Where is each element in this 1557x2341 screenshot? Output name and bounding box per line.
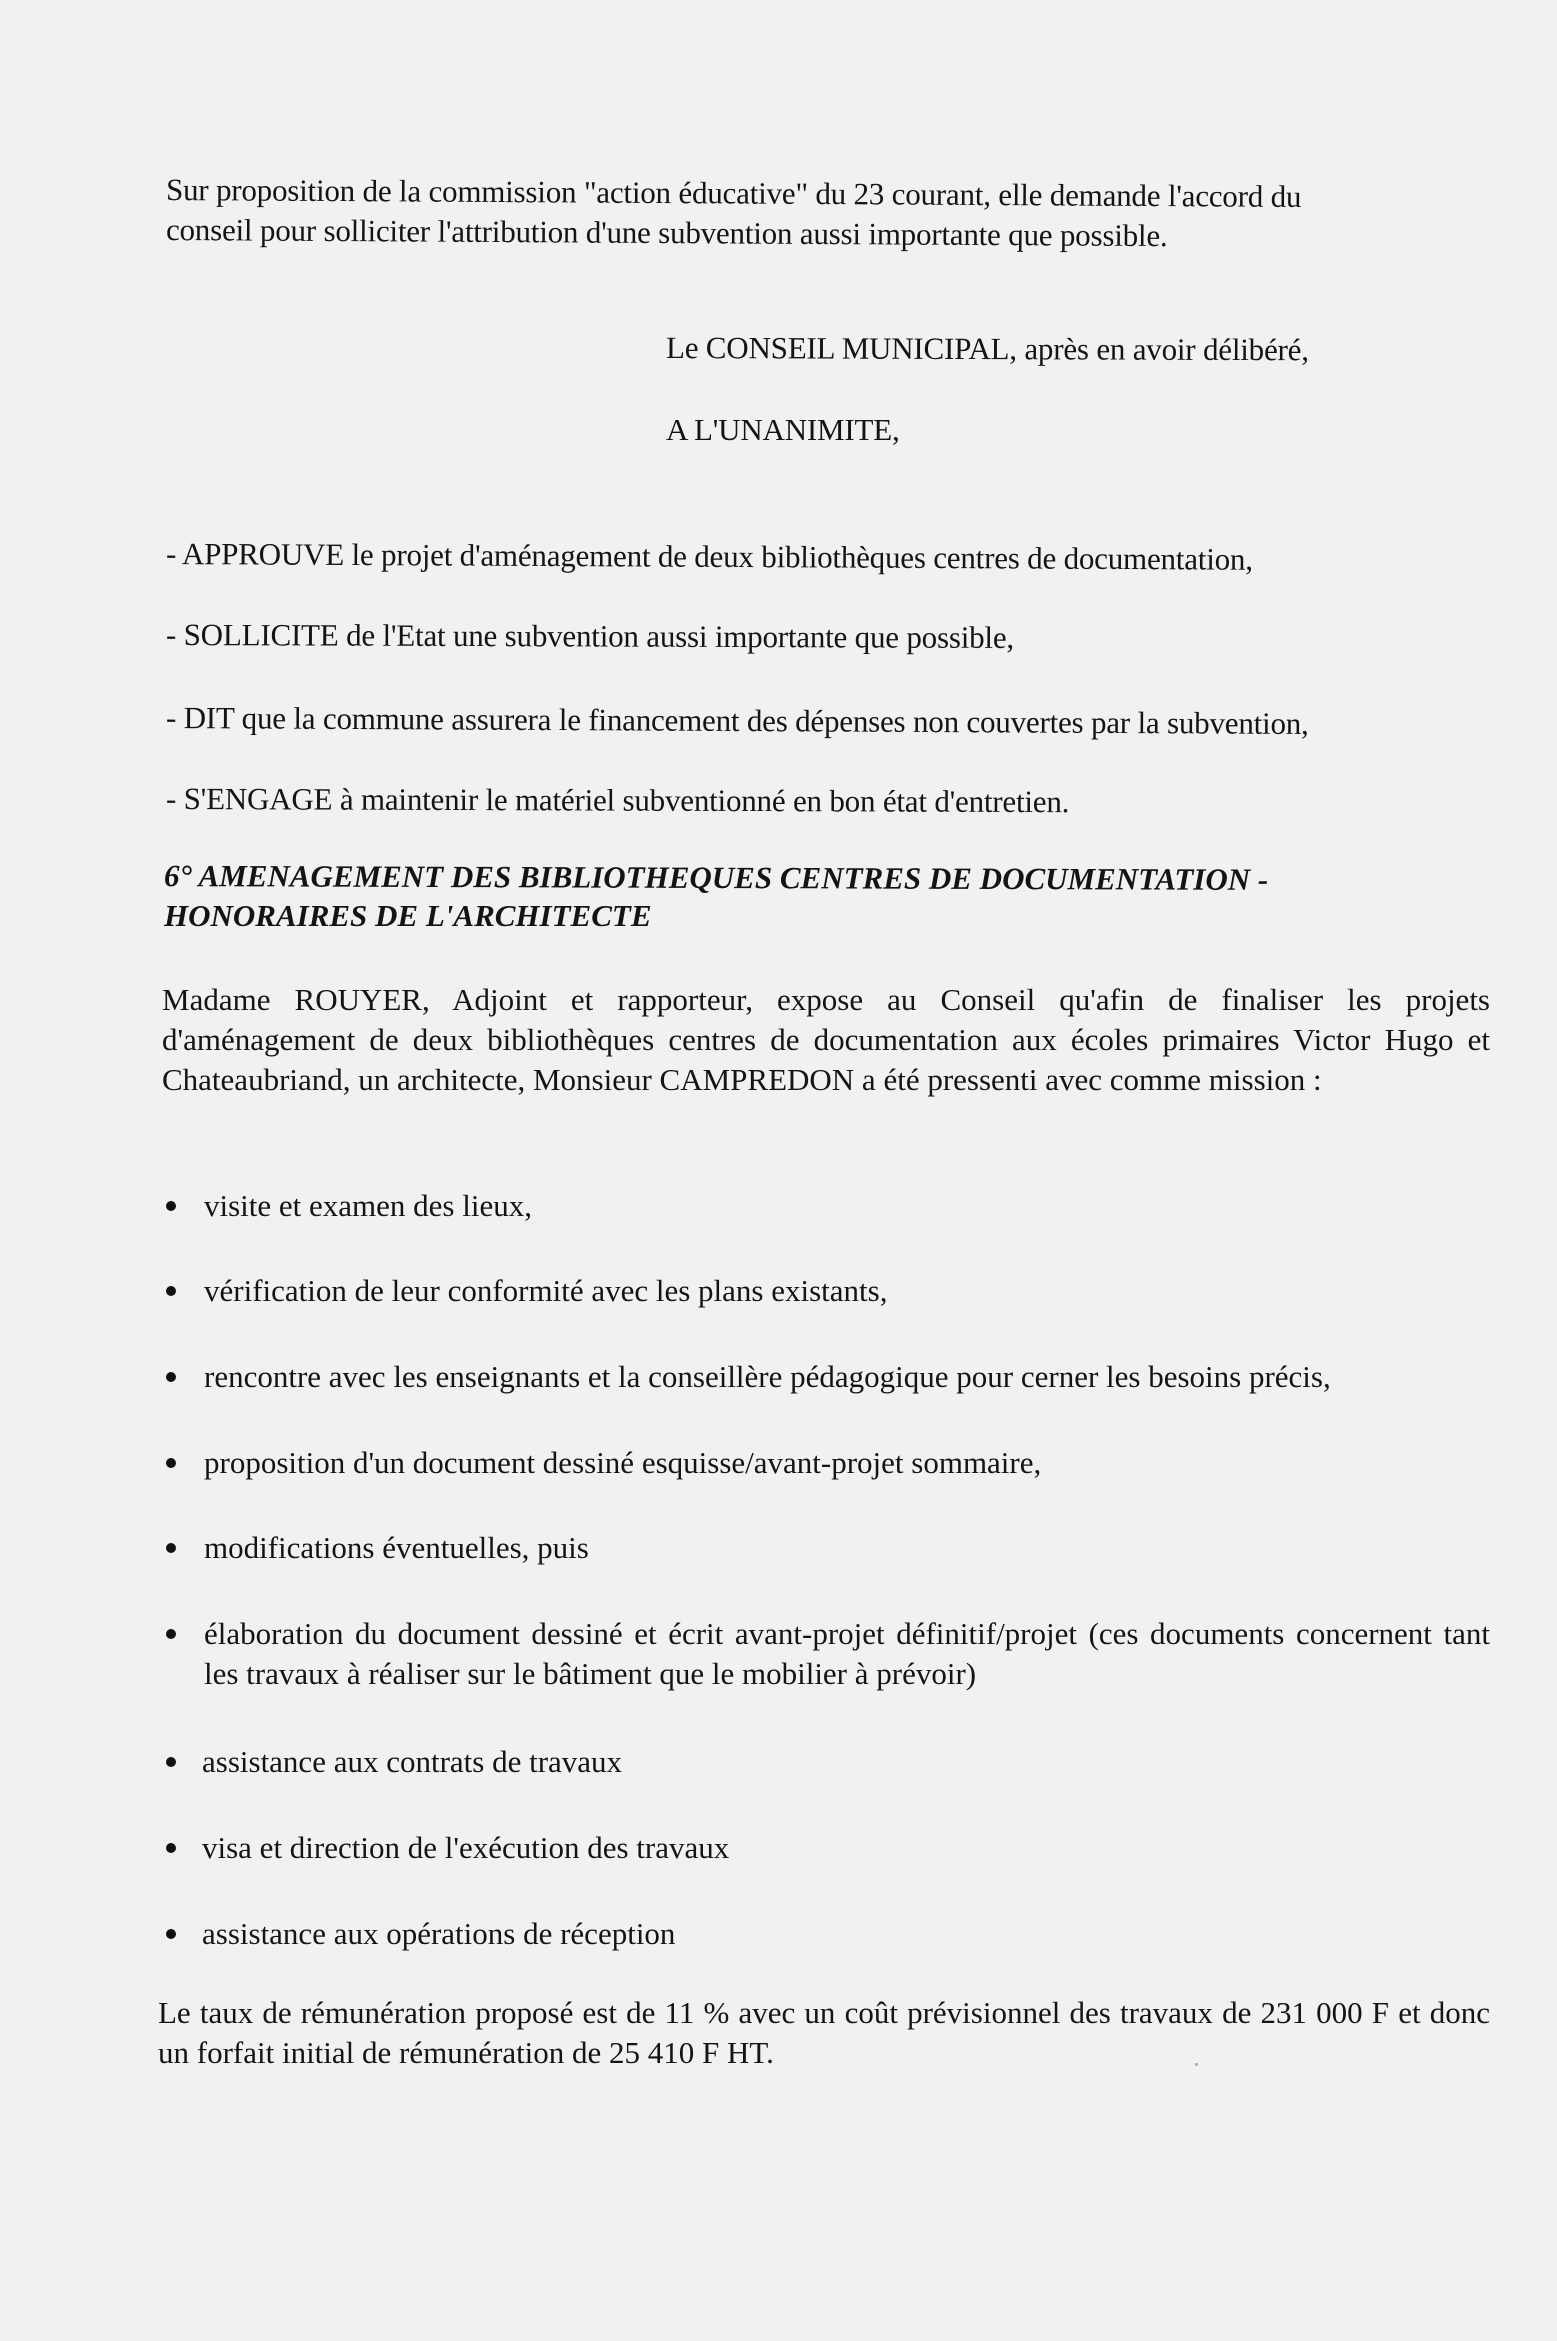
scan-speck [1195,2063,1198,2066]
mission-item-text: visite et examen des lieux, [204,1188,532,1223]
council-deliberation: Le CONSEIL MUNICIPAL, après en avoir délibéré, [665,330,1309,368]
bullet-icon [166,1543,176,1553]
mission-item-text: proposition d'un document dessiné esquisse/avant-projet sommaire, [204,1445,1042,1480]
decision-engage: - S'ENGAGE à maintenir le matériel subventionné en bon état d'entretien. [165,781,1070,820]
decision-approuve: - APPROUVE le projet d'aménagement de deux bibliothèques centres de documentation, [165,536,1253,577]
decision-sollicite: - SOLLICITE de l'Etat une subvention aussi importante que possible, [165,617,1015,655]
intro-line-2: conseil pour solliciter l'attribution d'une subvention aussi importante que possible. [165,212,1168,254]
decision-dit: - DIT que la commune assurera le financement des dépenses non couvertes par la subvention, [165,700,1309,741]
council-vote: A L'UNANIMITE, [666,412,900,447]
mission-item-text: assistance aux opérations de réception [202,1916,676,1951]
bullet-icon [166,1372,176,1382]
bullet-icon [166,1629,176,1639]
bullet-icon [166,1286,176,1296]
mission-item-text: visa et direction de l'exécution des travaux [202,1830,730,1865]
mission-item-text: modifications éventuelles, puis [204,1530,589,1565]
section-heading-line-1: 6° AMENAGEMENT DES BIBLIOTHEQUES CENTRES DE DOCUMENTATION - [163,858,1269,897]
mission-item-text: élaboration du document dessiné et écrit avant-projet définitif/projet (ces documents concernent tant les travaux à réaliser sur le bâtiment que le mobilier à prévoir) [204,1616,1490,1691]
bullet-icon [166,1843,176,1853]
mission-item-text: vérification de leur conformité avec les plans existants, [204,1273,888,1308]
section-heading-line-2: HONORAIRES DE L'ARCHITECTE [164,898,652,933]
intro-line-1: Sur proposition de la commission "action éducative" du 23 courant, elle demande l'accord du [165,172,1302,214]
bullet-icon [166,1929,176,1939]
remuneration-paragraph: Le taux de rémunération proposé est de 11 % avec un coût prévisionnel des travaux de 231 000 F et donc un forfait initial de rémunération de 25 410 F HT. [158,1995,1490,2070]
mission-item-text: rencontre avec les enseignants et la conseillère pédagogique pour cerner les besoins précis, [204,1359,1331,1394]
mission-item-text: assistance aux contrats de travaux [202,1744,623,1779]
bullet-icon [166,1458,176,1468]
report-paragraph: Madame ROUYER, Adjoint et rapporteur, expose au Conseil qu'afin de finaliser les projets d'aménagement de deux bibliothèques centres de documentation aux écoles primaires Victor Hugo et Chateaubriand, un architecte, Monsieur CAMPREDON a été pressenti avec comme mission : [162,982,1490,1097]
bullet-icon [166,1201,176,1211]
bullet-icon [166,1757,176,1767]
